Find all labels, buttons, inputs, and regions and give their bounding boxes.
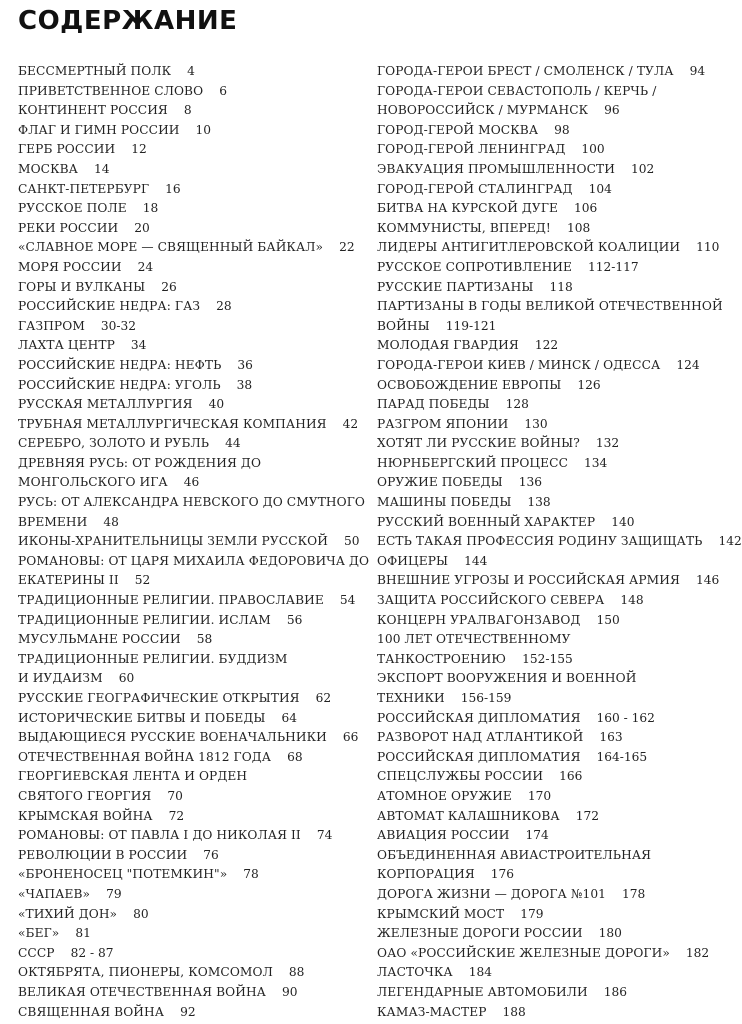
- toc-entry-page: 52: [134, 573, 151, 588]
- page-title: СОДЕРЖАНИЕ: [18, 6, 238, 36]
- toc-entry-title: ГОРОДА-ГЕРОИ СЕВАСТОПОЛЬ / КЕРЧЬ /: [377, 83, 657, 98]
- toc-entry-page: 122: [534, 338, 559, 353]
- toc-entry: [18, 865, 360, 885]
- toc-entry-title: РУССКАЯ МЕТАЛЛУРГИЯ: [18, 397, 193, 412]
- toc-entry: [377, 571, 729, 591]
- toc-entry: [377, 238, 729, 258]
- toc-entry-title: ПАРАД ПОБЕДЫ: [377, 397, 490, 412]
- toc-entry: [377, 846, 729, 866]
- toc-entry-page: 30-32: [100, 318, 137, 333]
- toc-entry: [377, 650, 729, 670]
- toc-entry-page: 26: [161, 279, 177, 294]
- toc-entry-title: РУССКИЙ ВОЕННЫЙ ХАРАКТЕР: [377, 514, 596, 529]
- toc-entry: [18, 591, 360, 611]
- toc-entry-title: МОЛОДАЯ ГВАРДИЯ: [377, 338, 519, 353]
- toc-entry-page: 24: [137, 259, 154, 274]
- toc-entry-title: ГОРОДА-ГЕРОИ БРЕСТ / СМОЛЕНСК / ТУЛА: [377, 64, 674, 78]
- toc-entry-page: 104: [588, 181, 612, 196]
- toc-entry: [18, 905, 360, 925]
- toc-entry-title: ЗАЩИТА РОССИЙСКОГО СЕВЕРА: [377, 593, 605, 608]
- toc-entry-page: 20: [134, 220, 150, 235]
- toc-entry-title: ЕКАТЕРИНЫ II: [18, 573, 119, 588]
- toc-entry: [18, 434, 360, 454]
- toc-entry-page: 58: [196, 632, 213, 647]
- toc-entry: [18, 728, 360, 748]
- toc-entry-title: ЭВАКУАЦИЯ ПРОМЫШЛЕННОСТИ: [377, 161, 615, 176]
- toc-entry: [18, 513, 360, 533]
- toc-entry-page: 178: [622, 886, 646, 901]
- toc-entry: [377, 180, 729, 200]
- toc-entry-title: ИКОНЫ-ХРАНИТЕЛЬНИЦЫ ЗЕМЛИ РУССКОЙ: [18, 534, 328, 549]
- toc-entry: [377, 513, 729, 533]
- toc-entry: [18, 807, 360, 827]
- toc-entry-title: ТЕХНИКИ: [377, 691, 445, 705]
- toc-entry: [18, 140, 360, 160]
- toc-entry-page: 179: [520, 906, 544, 921]
- toc-entry-page: 140: [611, 514, 635, 529]
- toc-entry-page: 148: [620, 593, 644, 608]
- toc-entry: [18, 669, 360, 689]
- toc-entry-page: 132: [595, 436, 620, 451]
- toc-entry-page: 186: [603, 984, 628, 999]
- toc-entry-title: ГОРОД-ГЕРОЙ СТАЛИНГРАД: [377, 181, 573, 196]
- toc-entry: [18, 82, 360, 102]
- toc-entry-page: 68: [287, 749, 303, 764]
- toc-entry: [377, 728, 729, 748]
- toc-entry-title: ХОТЯТ ЛИ РУССКИЕ ВОЙНЫ?: [377, 436, 580, 451]
- toc-entry-title: АТОМНОЕ ОРУЖИЕ: [377, 788, 512, 803]
- toc-entry: [18, 493, 366, 513]
- toc-entry-title: КАМАЗ-МАСТЕР: [377, 1004, 487, 1019]
- toc-entry: [18, 944, 360, 964]
- toc-entry-title: ЛАСТОЧКА: [377, 965, 453, 980]
- toc-column-right: [377, 62, 742, 1022]
- toc-entry: [377, 317, 729, 337]
- toc-entry: [18, 630, 360, 650]
- toc-entry-page: 14: [94, 161, 110, 176]
- toc-entry-page: 38: [236, 377, 253, 392]
- toc-entry-page: 176: [490, 867, 515, 882]
- toc-entry-title: АВИАЦИЯ РОССИИ: [377, 828, 510, 843]
- toc-entry-title: КОНТИНЕНТ РОССИЯ: [18, 103, 168, 118]
- toc-entry-page: 36: [237, 357, 253, 372]
- toc-entry-page: 100: [581, 142, 605, 157]
- toc-entry: [377, 415, 729, 435]
- toc-entry-title: ФЛАГ И ГИМН РОССИИ: [18, 122, 180, 137]
- toc-entry-page: 174: [525, 828, 549, 843]
- toc-entry-title: МОРЯ РОССИИ: [18, 259, 122, 274]
- toc-entry-page: 66: [342, 730, 359, 745]
- toc-entry-title: ЖЕЛЕЗНЫЕ ДОРОГИ РОССИИ: [377, 926, 583, 941]
- toc-entry-page: 46: [183, 475, 200, 490]
- toc-entry: [18, 846, 360, 866]
- toc-entry-page: 40: [208, 397, 225, 412]
- toc-entry-page: 124: [676, 357, 700, 372]
- toc-entry-title: МУСУЛЬМАНЕ РОССИИ: [18, 632, 181, 647]
- toc-entry: [18, 258, 360, 278]
- toc-entry: [377, 62, 729, 82]
- toc-entry-title: ТРАДИЦИОННЫЕ РЕЛИГИИ. ПРАВОСЛАВИЕ: [18, 593, 324, 608]
- toc-entry-title: ВРЕМЕНИ: [18, 514, 88, 529]
- toc-entry-title: ОАО «РОССИЙСКИЕ ЖЕЛЕЗНЫЕ ДОРОГИ»: [377, 945, 670, 960]
- toc-entry-title: РУССКИЕ ГЕОГРАФИЧЕСКИЕ ОТКРЫТИЯ: [18, 691, 300, 705]
- toc-entry-title: ТРАДИЦИОННЫЕ РЕЛИГИИ. ИСЛАМ: [18, 612, 271, 627]
- toc-entry-page: 108: [566, 220, 591, 235]
- toc-entry: [377, 493, 729, 513]
- toc-entry-page: 34: [130, 338, 147, 353]
- toc-entry-title: ДРЕВНЯЯ РУСЬ: ОТ РОЖДЕНИЯ ДО: [18, 455, 262, 470]
- toc-entry-page: 119-121: [445, 318, 497, 333]
- toc-entry-page: 166: [559, 769, 583, 784]
- toc-entry: [377, 434, 729, 454]
- toc-entry-page: 90: [282, 984, 298, 999]
- toc-entry-title: «СЛАВНОЕ МОРЕ — СВЯЩЕННЫЙ БАЙКАЛ»: [18, 240, 324, 255]
- toc-entry-title: РЕКИ РОССИИ: [18, 220, 119, 235]
- toc-entry: [18, 121, 360, 141]
- toc-entry-title: РОМАНОВЫ: ОТ ЦАРЯ МИХАИЛА ФЕДОРОВИЧА ДО: [18, 553, 370, 568]
- toc-entry: [377, 767, 729, 787]
- toc-entry-title: САНКТ-ПЕТЕРБУРГ: [18, 181, 150, 196]
- toc-entry: [18, 336, 360, 356]
- toc-entry-title: ЛАХТА ЦЕНТР: [18, 338, 115, 353]
- toc-entry-page: 56: [286, 612, 303, 627]
- toc-entry: [18, 826, 360, 846]
- toc-entry-title: БИТВА НА КУРСКОЙ ДУГЕ: [377, 201, 558, 216]
- toc-entry-page: 156-159: [460, 691, 512, 705]
- toc-entry: [377, 689, 729, 709]
- toc-entry-page: 130: [524, 416, 548, 431]
- toc-entry: [18, 611, 360, 631]
- toc-entry-title: ВОЙНЫ: [377, 318, 430, 333]
- toc-entry-title: ГОРОД-ГЕРОЙ МОСКВА: [377, 122, 539, 137]
- toc-entry: [18, 650, 360, 670]
- toc-entry-page: 70: [167, 788, 183, 803]
- toc-entry: [18, 199, 360, 219]
- toc-entry: [377, 924, 729, 944]
- toc-entry-page: 64: [281, 710, 298, 725]
- toc-entry: [18, 454, 360, 474]
- toc-entry-title: ОСВОБОЖДЕНИЕ ЕВРОПЫ: [377, 377, 562, 392]
- toc-entry: [377, 82, 729, 102]
- toc-entry: [377, 905, 729, 925]
- toc-entry: [377, 219, 729, 239]
- toc-entry: [18, 767, 360, 787]
- toc-entry-page: 81: [75, 926, 91, 941]
- toc-entry: [18, 473, 360, 493]
- toc-entry-title: РОССИЙСКАЯ ДИПЛОМАТИЯ: [377, 749, 581, 764]
- toc-entry-title: СЕРЕБРО, ЗОЛОТО И РУБЛЬ: [18, 436, 210, 451]
- toc-entry-title: СССР: [18, 945, 55, 960]
- toc-entry-title: РУССКОЕ ПОЛЕ: [18, 201, 127, 216]
- toc-entry-page: 150: [596, 612, 620, 627]
- toc-entry-title: «БРОНЕНОСЕЦ "ПОТЕМКИН"»: [18, 867, 228, 882]
- toc-entry-page: 42: [342, 416, 359, 431]
- toc-entry-title: ОФИЦЕРЫ: [377, 553, 449, 568]
- toc-entry: [377, 336, 729, 356]
- toc-entry: [377, 1003, 729, 1023]
- toc-entry-title: «БЕГ»: [18, 926, 60, 941]
- toc-entry: [377, 278, 729, 298]
- toc-entry-title: 100 ЛЕТ ОТЕЧЕСТВЕННОМУ: [377, 632, 571, 647]
- toc-entry-page: 74: [316, 828, 333, 843]
- toc-entry-page: 112-117: [588, 259, 639, 274]
- toc-entry: [18, 885, 360, 905]
- toc-entry: [18, 101, 360, 121]
- toc-entry-page: 152-155: [522, 651, 573, 666]
- toc-entry: [18, 297, 360, 317]
- toc-entry: [377, 669, 729, 689]
- toc-entry: [377, 258, 729, 278]
- toc-entry-page: 172: [575, 808, 600, 823]
- toc-entry-page: 60: [118, 671, 135, 686]
- toc-entry-page: 54: [339, 593, 356, 608]
- toc-entry: [377, 944, 729, 964]
- toc-entry-page: 8: [183, 103, 192, 118]
- toc-entry-title: ПАРТИЗАНЫ В ГОДЫ ВЕЛИКОЙ ОТЕЧЕСТВЕННОЙ: [377, 299, 723, 314]
- toc-entry: [377, 709, 729, 729]
- toc-entry: [377, 376, 729, 396]
- toc-entry: [18, 160, 360, 180]
- toc-entry-title: И ИУДАИЗМ: [18, 671, 103, 686]
- toc-entry-title: ГОРОДА-ГЕРОИ КИЕВ / МИНСК / ОДЕССА: [377, 357, 661, 372]
- toc-entry: [377, 395, 729, 415]
- toc-entry: [377, 532, 742, 552]
- toc-entry: [377, 101, 729, 121]
- toc-entry: [18, 317, 360, 337]
- toc-entry-title: ГАЗПРОМ: [18, 318, 85, 333]
- toc-entry-page: 92: [180, 1004, 196, 1019]
- toc-entry-title: ДОРОГА ЖИЗНИ — ДОРОГА №101: [377, 886, 607, 901]
- toc-entry-title: «ТИХИЙ ДОН»: [18, 906, 118, 921]
- toc-entry-page: 62: [315, 691, 332, 705]
- toc-entry-page: 102: [630, 161, 655, 176]
- toc-entry-page: 76: [203, 847, 219, 862]
- toc-entry-title: МОСКВА: [18, 161, 79, 176]
- toc-entry-page: 88: [288, 965, 305, 980]
- toc-entry-page: 118: [549, 279, 573, 294]
- toc-entry: [18, 709, 360, 729]
- toc-entry-title: СПЕЦСЛУЖБЫ РОССИИ: [377, 769, 544, 784]
- toc-entry-title: ВНЕШНИЕ УГРОЗЫ И РОССИЙСКАЯ АРМИЯ: [377, 573, 680, 588]
- toc-entry-title: ОРУЖИЕ ПОБЕДЫ: [377, 475, 503, 490]
- toc-entry: [18, 963, 360, 983]
- toc-entry: [18, 62, 360, 82]
- toc-entry-title: РАЗГРОМ ЯПОНИИ: [377, 416, 509, 431]
- toc-entry-title: ВЫДАЮЩИЕСЯ РУССКИЕ ВОЕНАЧАЛЬНИКИ: [18, 730, 327, 745]
- toc-entry-title: КРЫМСКИЙ МОСТ: [377, 906, 505, 921]
- toc-entry-page: 6: [219, 83, 227, 98]
- toc-column-left: [18, 62, 370, 1022]
- toc-entry-page: 82 - 87: [70, 945, 114, 960]
- toc-entry-page: 28: [216, 299, 232, 314]
- toc-entry-page: 4: [187, 64, 195, 78]
- toc-entry: [377, 611, 729, 631]
- toc-entry: [18, 180, 360, 200]
- toc-entry-page: 144: [464, 553, 488, 568]
- toc-entry: [18, 748, 360, 768]
- toc-entry-page: 146: [695, 573, 720, 588]
- toc-entry-page: 79: [106, 886, 122, 901]
- toc-entry-page: 50: [343, 534, 360, 549]
- toc-entry-title: ПРИВЕТСТВЕННОЕ СЛОВО: [18, 83, 204, 98]
- toc-entry-page: 94: [689, 64, 706, 78]
- toc-entry-title: МОНГОЛЬСКОГО ИГА: [18, 475, 168, 490]
- toc-entry: [377, 787, 729, 807]
- toc-entry-title: КОРПОРАЦИЯ: [377, 867, 475, 882]
- toc-entry-title: СВЯТОГО ГЕОРГИЯ: [18, 788, 152, 803]
- toc-entry-page: 126: [577, 377, 601, 392]
- toc-entry-title: ИСТОРИЧЕСКИЕ БИТВЫ И ПОБЕДЫ: [18, 710, 266, 725]
- toc-entry-page: 184: [468, 965, 492, 980]
- toc-entry-title: РОМАНОВЫ: ОТ ПАВЛА I ДО НИКОЛАЯ II: [18, 828, 301, 843]
- toc-entry: [18, 1003, 360, 1023]
- toc-entry: [377, 454, 729, 474]
- toc-entry-title: СВЯЩЕННАЯ ВОЙНА: [18, 1004, 165, 1019]
- toc-entry: [18, 219, 360, 239]
- toc-entry-title: КРЫМСКАЯ ВОЙНА: [18, 808, 153, 823]
- toc-entry-title: МАШИНЫ ПОБЕДЫ: [377, 495, 512, 510]
- toc-entry: [377, 748, 729, 768]
- toc-entry: [377, 963, 729, 983]
- toc-entry: [18, 787, 360, 807]
- toc-entry-title: РОССИЙСКИЕ НЕДРА: НЕФТЬ: [18, 357, 222, 372]
- toc-entry-title: ЛЕГЕНДАРНЫЕ АВТОМОБИЛИ: [377, 984, 588, 999]
- toc-entry: [377, 160, 729, 180]
- toc-entry-page: 80: [133, 906, 149, 921]
- toc-entry-title: РУСЬ: ОТ АЛЕКСАНДРА НЕВСКОГО ДО СМУТНОГО: [18, 495, 366, 510]
- toc-entry: [377, 630, 729, 650]
- toc-entry: [377, 826, 729, 846]
- toc-entry-title: РУССКОЕ СОПРОТИВЛЕНИЕ: [377, 259, 573, 274]
- toc-entry-title: РОССИЙСКАЯ ДИПЛОМАТИЯ: [377, 710, 581, 725]
- toc-entry-page: 164-165: [596, 749, 648, 764]
- toc-entry-page: 134: [584, 455, 608, 470]
- toc-entry: [18, 415, 360, 435]
- toc-entry: [377, 140, 729, 160]
- toc-entry-page: 136: [518, 475, 543, 490]
- toc-entry-title: РЕВОЛЮЦИИ В РОССИИ: [18, 847, 188, 862]
- toc-entry-title: РОССИЙСКИЕ НЕДРА: УГОЛЬ: [18, 377, 221, 392]
- toc-entry-page: 180: [598, 926, 622, 941]
- toc-entry: [18, 552, 370, 572]
- toc-entry: [18, 376, 360, 396]
- toc-entry: [377, 356, 729, 376]
- toc-entry: [377, 865, 729, 885]
- toc-entry-title: РОССИЙСКИЕ НЕДРА: ГАЗ: [18, 299, 201, 314]
- toc-entry-title: РУССКИЕ ПАРТИЗАНЫ: [377, 279, 534, 294]
- toc-entry-page: 110: [696, 240, 720, 255]
- toc-entry-title: ЕСТЬ ТАКАЯ ПРОФЕССИЯ РОДИНУ ЗАЩИЩАТЬ: [377, 534, 703, 549]
- toc-entry-page: 18: [142, 201, 159, 216]
- toc-entry-page: 78: [243, 867, 259, 882]
- toc-entry: [18, 983, 360, 1003]
- toc-entry-page: 98: [554, 122, 570, 137]
- toc-entry-title: ГОРЫ И ВУЛКАНЫ: [18, 279, 146, 294]
- toc-entry: [377, 885, 729, 905]
- toc-entry-page: 72: [168, 808, 185, 823]
- toc-entry-title: ТРУБНАЯ МЕТАЛЛУРГИЧЕСКАЯ КОМПАНИЯ: [18, 416, 327, 431]
- toc-entry-page: 138: [527, 495, 551, 510]
- toc-entry-page: 96: [604, 103, 620, 118]
- toc-entry-title: ВЕЛИКАЯ ОТЕЧЕСТВЕННАЯ ВОЙНА: [18, 984, 267, 999]
- toc-entry-title: БЕССМЕРТНЫЙ ПОЛК: [18, 64, 172, 78]
- toc-entry-page: 22: [339, 240, 355, 255]
- toc-entry: [377, 552, 729, 572]
- toc-entry: [377, 121, 729, 141]
- toc-entry-title: РАЗВОРОТ НАД АТЛАНТИКОЙ: [377, 730, 584, 745]
- toc-entry-title: НЮРНБЕРГСКИЙ ПРОЦЕСС: [377, 455, 569, 470]
- toc-entry-page: 163: [599, 730, 623, 745]
- toc-entry-title: ТАНКОСТРОЕНИЮ: [377, 651, 507, 666]
- toc-entry-title: ЛИДЕРЫ АНТИГИТЛЕРОВСКОЙ КОАЛИЦИИ: [377, 240, 681, 255]
- toc-entry-page: 160 - 162: [596, 710, 655, 725]
- toc-entry: [18, 571, 360, 591]
- toc-entry-title: ГЕРБ РОССИИ: [18, 142, 116, 157]
- toc-entry: [377, 807, 729, 827]
- toc-entry: [18, 689, 360, 709]
- toc-entry: [18, 395, 360, 415]
- toc-entry-page: 182: [685, 945, 710, 960]
- toc-entry-page: 142: [718, 534, 742, 549]
- toc-entry: [18, 238, 360, 258]
- toc-entry: [18, 924, 360, 944]
- toc-entry-title: ОКТЯБРЯТА, ПИОНЕРЫ, КОМСОМОЛ: [18, 965, 273, 980]
- toc-entry-title: ОБЪЕДИНЕННАЯ АВИАСТРОИТЕЛЬНАЯ: [377, 847, 652, 862]
- toc-entry-page: 128: [505, 397, 529, 412]
- toc-entry-title: ТРАДИЦИОННЫЕ РЕЛИГИИ. БУДДИЗМ: [18, 651, 288, 666]
- toc-entry-title: КОММУНИСТЫ, ВПЕРЕД!: [377, 220, 551, 235]
- toc-entry: [377, 591, 729, 611]
- toc-entry: [18, 278, 360, 298]
- toc-entry-page: 12: [131, 142, 147, 157]
- toc-entry-title: НОВОРОССИЙСК / МУРМАНСК: [377, 103, 589, 118]
- toc-entry-title: АВТОМАТ КАЛАШНИКОВА: [377, 808, 560, 823]
- toc-entry: [377, 199, 729, 219]
- toc-entry-title: «ЧАПАЕВ»: [18, 886, 91, 901]
- toc-entry-title: ЭКСПОРТ ВООРУЖЕНИЯ И ВОЕННОЙ: [377, 671, 637, 686]
- toc-entry-page: 10: [195, 122, 212, 137]
- toc-entry-page: 188: [502, 1004, 526, 1019]
- toc-entry-page: 48: [103, 514, 119, 529]
- toc-entry-page: 106: [573, 201, 598, 216]
- toc-entry: [18, 356, 360, 376]
- toc-entry-title: ГЕОРГИЕВСКАЯ ЛЕНТА И ОРДЕН: [18, 769, 248, 784]
- toc-entry: [377, 297, 729, 317]
- toc-entry: [377, 473, 729, 493]
- toc-entry: [18, 532, 360, 552]
- toc-entry-page: 44: [225, 436, 241, 451]
- toc-entry-title: ОТЕЧЕСТВЕННАЯ ВОЙНА 1812 ГОДА: [18, 749, 272, 764]
- toc-entry: [377, 983, 729, 1003]
- toc-entry-page: 170: [527, 788, 552, 803]
- toc-entry-page: 16: [165, 181, 181, 196]
- toc-entry-title: КОНЦЕРН УРАЛВАГОНЗАВОД: [377, 612, 581, 627]
- toc-entry-title: ГОРОД-ГЕРОЙ ЛЕНИНГРАД: [377, 142, 566, 157]
